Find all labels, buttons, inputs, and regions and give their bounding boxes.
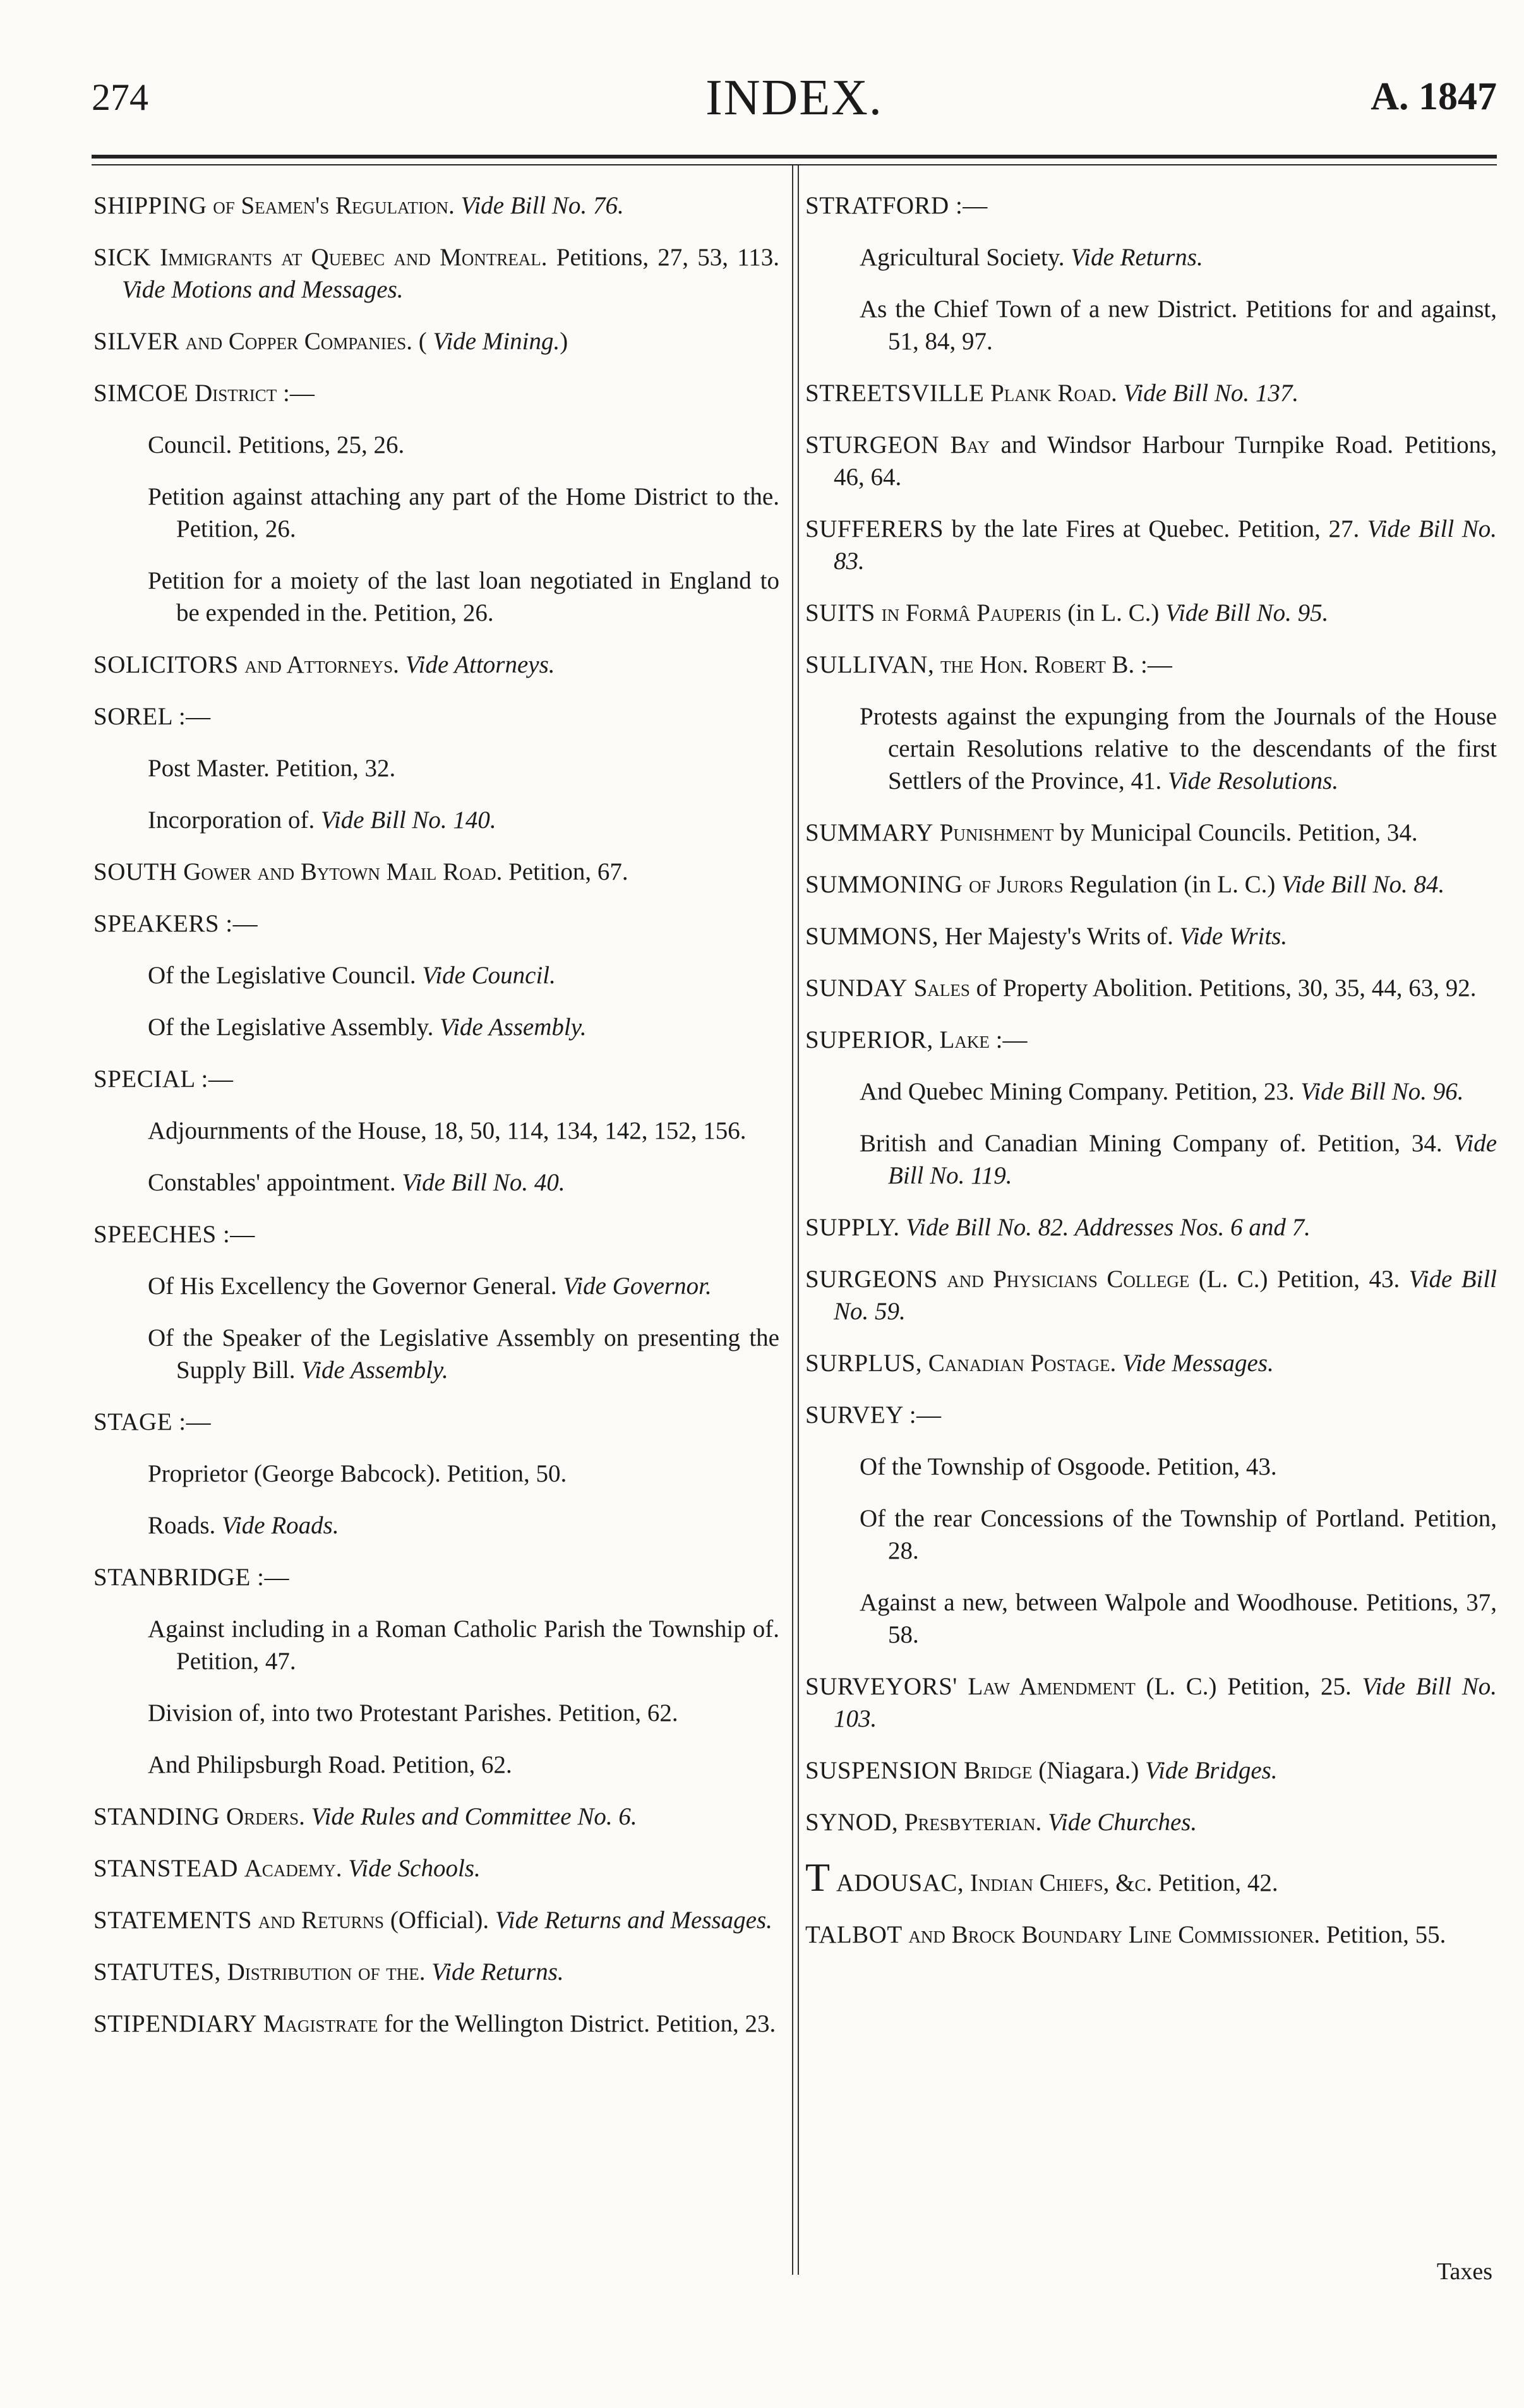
entry-heading: STREETSVILLE	[805, 380, 985, 407]
entry-reference: Vide Bill No. 76.	[460, 192, 624, 219]
entry-subheading: and Copper Companies.	[185, 328, 413, 355]
entry-heading: SUMMONS,	[805, 923, 939, 950]
index-entry	[860, 1075, 1497, 1108]
entry-reference: Vide Attorneys.	[405, 651, 555, 678]
index-entry	[93, 1561, 779, 1593]
entry-text: of Property Abolition. Petitions, 30, 35, 44, 63, 92.	[976, 974, 1477, 1002]
entry-subheading: the Hon. Robert B. :—	[940, 651, 1172, 678]
entry-subheading: Law Amendment	[968, 1673, 1136, 1700]
entry-text: And Philipsburgh Road. Petition, 62.	[148, 1751, 512, 1778]
entry-reference: Vide Council.	[422, 962, 556, 989]
index-column-right	[805, 189, 1497, 1970]
entry-subheading: of Seamen's Regulation.	[213, 192, 455, 219]
entry-reference: Vide Bill No. 137.	[1123, 380, 1299, 407]
index-entry	[148, 959, 779, 991]
entry-heading: SURPLUS,	[805, 1350, 922, 1377]
index-entry	[148, 1613, 779, 1677]
index-entry	[860, 241, 1497, 273]
entry-subheading: Gower and Bytown Mail Road.	[183, 858, 503, 885]
entry-subheading: Lake :—	[939, 1026, 1028, 1053]
entry-reference: Vide Bill No. 103.	[834, 1673, 1497, 1732]
index-entry	[805, 189, 1497, 222]
index-entry	[805, 1347, 1497, 1379]
entry-text: Of the Township of Osgoode. Petition, 43.	[860, 1453, 1277, 1480]
index-entry	[93, 189, 779, 222]
entry-heading: SUMMARY	[805, 819, 933, 846]
entry-text: Constables' appointment.	[148, 1169, 396, 1196]
index-entry	[805, 1806, 1497, 1838]
index-entry	[148, 481, 779, 545]
entry-text: Of the Speaker of the Legislative Assembly on presenting the Supply Bill.	[148, 1324, 779, 1384]
index-entry	[148, 1115, 779, 1147]
index-initial: T	[805, 1855, 831, 1900]
entry-subheading: Distribution of the.	[227, 1958, 426, 1986]
entry-text: Adjournments of the House, 18, 50, 114, 134, 142, 152, 156.	[148, 1117, 747, 1144]
index-entry	[93, 1852, 779, 1884]
entry-text: Petition, 42.	[1158, 1869, 1278, 1896]
entry-subheading: and Attorneys.	[244, 651, 399, 678]
entry-heading: STATUTES,	[93, 1958, 221, 1986]
entry-text: British and Canadian Mining Company of. Petition, 34.	[860, 1130, 1443, 1157]
entry-heading: SICK	[93, 244, 151, 271]
index-entry	[93, 700, 779, 733]
column-divider	[792, 165, 799, 2275]
entry-subheading: District :—	[195, 380, 315, 407]
entry-reference: Vide Bill No. 95.	[1165, 599, 1329, 626]
entry-heading: STURGEON	[805, 431, 940, 458]
index-entry	[93, 1063, 779, 1095]
entry-text: by Municipal Councils. Petition, 34.	[1060, 819, 1418, 846]
entry-heading: SPEAKERS :—	[93, 910, 258, 937]
entry-text: Regulation (in L. C.)	[1069, 871, 1276, 898]
entry-heading: STATEMENTS	[93, 1907, 253, 1934]
entry-heading: SIMCOE	[93, 380, 189, 407]
entry-text: Her Majesty's Writs of.	[944, 923, 1173, 950]
entry-text: (in L. C.)	[1067, 599, 1160, 626]
entry-reference: Vide Bill No. 140.	[321, 806, 496, 834]
index-entry	[148, 1749, 779, 1781]
entry-reference: Vide Bill No. 59.	[834, 1266, 1497, 1325]
entry-heading: SURVEYORS'	[805, 1673, 957, 1700]
index-entry	[860, 1127, 1497, 1192]
index-entry	[805, 597, 1497, 629]
index-entry	[805, 817, 1497, 849]
entry-reference: Vide Returns.	[431, 1958, 564, 1986]
index-entry	[148, 1458, 779, 1490]
page-number: 274	[92, 76, 148, 118]
index-entry	[805, 649, 1497, 681]
index-entry	[805, 1855, 1497, 1900]
entry-text: Agricultural Society.	[860, 244, 1065, 271]
entry-heading: TALBOT	[805, 1921, 903, 1948]
index-entry	[805, 377, 1497, 409]
entry-text: Petition, 55.	[1326, 1921, 1446, 1948]
entry-heading: SPECIAL :—	[93, 1065, 234, 1093]
entry-heading: STANDING	[93, 1803, 220, 1830]
index-entry	[805, 1211, 1497, 1243]
entry-reference: Vide Assembly.	[301, 1357, 448, 1384]
index-entry	[805, 1399, 1497, 1431]
entry-reference: Vide Churches.	[1048, 1809, 1197, 1836]
entry-text: Protests against the expunging from the Journals of the House certain Resolutions relative to the descendants of the first Settlers of the Province, 41.	[860, 703, 1497, 794]
entry-heading: STANBRIDGE :—	[93, 1564, 289, 1591]
entry-reference: Vide Messages.	[1122, 1350, 1274, 1377]
entry-heading: SUPERIOR,	[805, 1026, 933, 1053]
entry-reference: Vide Returns and Messages.	[495, 1907, 772, 1934]
entry-subheading: of Jurors	[969, 871, 1064, 898]
entry-heading: SURVEY :—	[805, 1401, 942, 1429]
entry-reference: Vide Bill No. 96.	[1300, 1078, 1464, 1105]
header-rule-thick	[92, 155, 1497, 159]
entry-reference: Vide Bill No. 119.	[888, 1130, 1497, 1189]
index-entry	[148, 1270, 779, 1302]
entry-heading: SULLIVAN,	[805, 651, 935, 678]
entry-text: Of the Legislative Assembly.	[148, 1014, 434, 1041]
entry-subheading: Immigrants at Quebec and Montreal.	[160, 244, 548, 271]
entry-text: Proprietor (George Babcock). Petition, 50.	[148, 1460, 567, 1487]
entry-heading: STAGE :—	[93, 1408, 212, 1435]
entry-text: for the Wellington District. Petition, 23.	[384, 2010, 776, 2037]
entry-text: Petition for a moiety of the last loan negotiated in England to be expended in the. Petition, 26.	[148, 567, 779, 626]
index-column-left	[93, 189, 779, 2059]
entry-text: Post Master. Petition, 32.	[148, 755, 396, 782]
catchword: Taxes	[1436, 2258, 1492, 2285]
index-entry	[93, 2008, 779, 2040]
entry-reference: Vide Resolutions.	[1168, 767, 1339, 794]
index-entry	[93, 241, 779, 306]
index-entry	[148, 1322, 779, 1386]
entry-text: Of His Excellency the Governor General.	[148, 1273, 557, 1300]
entry-reference: Vide Bill No. 84.	[1281, 871, 1445, 898]
entry-heading: SILVER	[93, 328, 179, 355]
entry-subheading: Plank Road.	[990, 380, 1117, 407]
page-title: INDEX.	[705, 70, 883, 126]
entry-heading: SUNDAY	[805, 974, 908, 1002]
entry-subheading: and Brock Boundary Line Commissioner.	[908, 1921, 1321, 1948]
entry-text: Of the rear Concessions of the Township of Portland. Petition, 28.	[860, 1505, 1497, 1564]
index-entry	[93, 1406, 779, 1438]
entry-text: Petition, 67.	[508, 858, 628, 885]
entry-subheading: Presbyterian.	[904, 1809, 1042, 1836]
entry-subheading: Canadian Postage.	[928, 1350, 1117, 1377]
index-entry	[93, 649, 779, 681]
index-entry	[805, 1263, 1497, 1327]
index-entry	[148, 1011, 779, 1043]
entry-subheading: Orders.	[225, 1803, 305, 1830]
entry-text: Against including in a Roman Catholic Parish the Township of. Petition, 47.	[148, 1615, 779, 1675]
index-entry	[860, 1586, 1497, 1651]
entry-heading: SOUTH	[93, 858, 177, 885]
entry-tail: )	[560, 328, 568, 355]
entry-text: and Windsor Harbour Turnpike Road. Petitions, 46, 64.	[834, 431, 1497, 491]
entry-heading: SUITS	[805, 599, 875, 626]
entry-subheading: Sales	[913, 974, 970, 1002]
index-entry	[93, 1956, 779, 1988]
entry-subheading: Punishment	[939, 819, 1054, 846]
entry-heading: SUMMONING	[805, 871, 963, 898]
index-entry	[93, 1800, 779, 1833]
index-entry	[860, 1451, 1497, 1483]
entry-text: Petition against attaching any part of the Home District to the. Petition, 26.	[148, 483, 779, 542]
entry-reference: Vide Assembly.	[440, 1014, 587, 1041]
entry-heading: SUSPENSION	[805, 1757, 958, 1784]
entry-reference: Vide Motions and Messages.	[122, 276, 404, 303]
index-entry	[93, 1218, 779, 1250]
index-entry	[805, 1754, 1497, 1787]
entry-text: Roads.	[148, 1512, 216, 1539]
page-header	[92, 69, 1497, 139]
index-entry	[148, 1509, 779, 1542]
entry-heading: STANSTEAD	[93, 1855, 238, 1882]
index-entry	[860, 700, 1497, 797]
entry-heading: SURGEONS	[805, 1266, 938, 1293]
index-entry	[93, 325, 779, 357]
entry-text: And Quebec Mining Company. Petition, 23.	[860, 1078, 1295, 1105]
index-entry	[93, 907, 779, 940]
entry-heading: SOLICITORS	[93, 651, 239, 678]
entry-reference: Vide Schools.	[348, 1855, 481, 1882]
entry-text: (L. C.) Petition, 25.	[1146, 1673, 1352, 1700]
entry-heading: STRATFORD :—	[805, 192, 988, 219]
entry-reference: Vide Roads.	[222, 1512, 339, 1539]
entry-reference: Vide Mining.	[433, 328, 560, 355]
index-entry	[93, 856, 779, 888]
index-entry	[93, 1904, 779, 1936]
entry-subheading: Bay	[950, 431, 990, 458]
entry-reference: Vide Bill No. 83.	[834, 515, 1497, 575]
entry-subheading: in Formâ Pauperis	[881, 599, 1062, 626]
index-entry	[805, 429, 1497, 493]
index-entry	[805, 1919, 1497, 1951]
index-entry	[148, 752, 779, 784]
index-entry	[93, 377, 779, 409]
entry-text: Incorporation of.	[148, 806, 315, 834]
page-year: A. 1847	[1371, 75, 1497, 118]
entry-text: Division of, into two Protestant Parishes. Petition, 62.	[148, 1699, 678, 1727]
index-entry	[805, 920, 1497, 952]
index-entry	[805, 513, 1497, 577]
entry-text: (L. C.) Petition, 43.	[1198, 1266, 1400, 1293]
entry-reference: Vide Bill No. 40.	[402, 1169, 565, 1196]
entry-subheading: and Returns	[258, 1907, 385, 1934]
entry-text: (	[418, 328, 427, 355]
index-entry	[148, 804, 779, 836]
index-entry	[805, 868, 1497, 901]
entry-heading: SHIPPING	[93, 192, 207, 219]
entry-subheading: Bridge	[963, 1757, 1033, 1784]
entry-subheading: Academy.	[244, 1855, 342, 1882]
index-entry	[148, 429, 779, 461]
entry-subheading: Magistrate	[263, 2010, 378, 2037]
entry-text: (Niagara.)	[1038, 1757, 1139, 1784]
entry-text: Of the Legislative Council.	[148, 962, 416, 989]
entry-heading: SYNOD,	[805, 1809, 899, 1836]
entry-text: Petitions, 27, 53, 113.	[556, 244, 780, 271]
index-entry	[148, 1166, 779, 1199]
index-entry	[805, 1670, 1497, 1735]
entry-heading: STIPENDIARY	[93, 2010, 258, 2037]
entry-subheading: and Physicians College	[947, 1266, 1190, 1293]
entry-reference: Vide Returns.	[1071, 244, 1203, 271]
entry-heading: SOREL :—	[93, 703, 211, 730]
entry-heading: SUPPLY.	[805, 1214, 900, 1241]
entry-text: Council. Petitions, 25, 26.	[148, 431, 405, 458]
entry-reference: Vide Bridges.	[1145, 1757, 1278, 1784]
entry-text: by the late Fires at Quebec. Petition, 27.	[951, 515, 1360, 542]
index-entry	[805, 1024, 1497, 1056]
index-entry	[148, 1697, 779, 1729]
entry-reference: Vide Bill No. 82. Addresses Nos. 6 and 7.	[906, 1214, 1311, 1241]
entry-text: (Official).	[390, 1907, 489, 1934]
entry-heading: ADOUSAC,	[836, 1869, 964, 1896]
entry-reference: Vide Rules and Committee No. 6.	[311, 1803, 637, 1830]
entry-heading: SPEECHES :—	[93, 1221, 255, 1248]
entry-subheading: Indian Chiefs, &c.	[969, 1869, 1153, 1896]
index-entry	[860, 1502, 1497, 1567]
entry-text: As the Chief Town of a new District. Petitions for and against, 51, 84, 97.	[860, 296, 1497, 355]
entry-text: Against a new, between Walpole and Woodhouse. Petitions, 37, 58.	[860, 1589, 1497, 1648]
entry-heading: SUFFERERS	[805, 515, 944, 542]
index-entry	[148, 565, 779, 629]
entry-reference: Vide Governor.	[563, 1273, 712, 1300]
index-entry	[805, 972, 1497, 1004]
index-entry	[860, 293, 1497, 357]
entry-reference: Vide Writs.	[1179, 923, 1288, 950]
